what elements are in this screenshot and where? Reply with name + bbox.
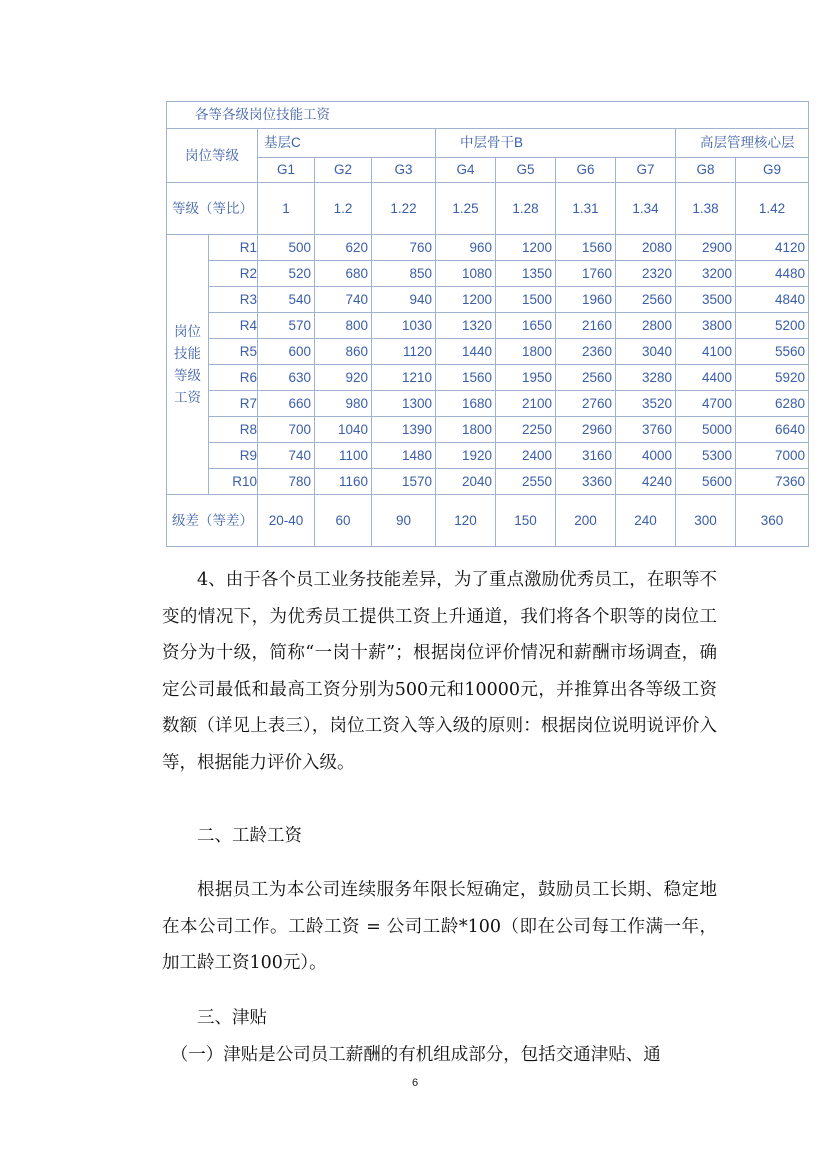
diff-cell: 240 (616, 495, 676, 547)
ratio-cell: 1.38 (676, 183, 736, 235)
table-row (167, 313, 809, 339)
ratio-cell: 1.22 (372, 183, 436, 235)
salary-cell: 6640 (736, 417, 809, 443)
grade-cell: G5 (496, 158, 556, 183)
salary-cell: 860 (315, 339, 372, 365)
ratio-cell: 1.2 (315, 183, 372, 235)
salary-cell: 2400 (496, 443, 556, 469)
salary-cell: 3800 (676, 313, 736, 339)
salary-cell: 1500 (496, 287, 556, 313)
ratio-label: 等级（等比） (167, 183, 258, 235)
salary-cell: 1030 (372, 313, 436, 339)
group-header-senior: 高层管理核心层 (676, 129, 809, 158)
salary-cell: 7360 (736, 469, 809, 495)
salary-cell: 3500 (676, 287, 736, 313)
salary-cell: 1080 (436, 261, 496, 287)
salary-cell: 940 (372, 287, 436, 313)
salary-cell: 1200 (436, 287, 496, 313)
salary-cell: 2040 (436, 469, 496, 495)
salary-cell: 4240 (616, 469, 676, 495)
diff-cell: 150 (496, 495, 556, 547)
salary-cell: 570 (258, 313, 315, 339)
salary-cell: 1920 (436, 443, 496, 469)
grade-cell: G1 (258, 158, 315, 183)
group-header-basic: 基层C (258, 129, 436, 158)
paragraph-seniority-pay: 根据员工为本公司连续服务年限长短确定，鼓励员工长期、稳定地在本公司工作。工龄工资 = 公司工龄*100（即在公司每工作满一年，加工龄工资100元）。 (162, 880, 717, 973)
salary-cell: 2960 (556, 417, 616, 443)
grade-header: 岗位等级 (167, 129, 258, 183)
salary-cell: 5920 (736, 365, 809, 391)
salary-cell: 3360 (556, 469, 616, 495)
diff-cell: 200 (556, 495, 616, 547)
salary-cell: 660 (258, 391, 315, 417)
salary-cell: 520 (258, 261, 315, 287)
salary-cell: 4400 (676, 365, 736, 391)
diff-cell: 300 (676, 495, 736, 547)
table-row (167, 365, 809, 391)
salary-cell: 3760 (616, 417, 676, 443)
diff-cell: 90 (372, 495, 436, 547)
salary-cell: 5300 (676, 443, 736, 469)
salary-cell: 5000 (676, 417, 736, 443)
salary-cell: 740 (315, 287, 372, 313)
salary-cell: 6280 (736, 391, 809, 417)
salary-cell: 620 (315, 235, 372, 261)
table-row (167, 443, 809, 469)
level-label: R9 (209, 443, 258, 469)
level-label: R2 (209, 261, 258, 287)
diff-cell: 60 (315, 495, 372, 547)
table-row (167, 235, 809, 261)
salary-cell: 2560 (616, 287, 676, 313)
salary-cell: 1800 (436, 417, 496, 443)
paragraph-allowance: （一）津贴是公司员工薪酬的有机组成部分，包括交通津贴、通 (170, 1045, 661, 1065)
salary-cell: 4120 (736, 235, 809, 261)
level-label: R4 (209, 313, 258, 339)
table-row (167, 391, 809, 417)
salary-cell: 1570 (372, 469, 436, 495)
grade-cell: G3 (372, 158, 436, 183)
table-row (167, 417, 809, 443)
salary-cell: 1100 (315, 443, 372, 469)
salary-cell: 1760 (556, 261, 616, 287)
group-header-middle: 中层骨干B (436, 129, 676, 158)
salary-cell: 1650 (496, 313, 556, 339)
ratio-cell: 1.25 (436, 183, 496, 235)
ratio-cell: 1 (258, 183, 315, 235)
level-label: R6 (209, 365, 258, 391)
grade-cell: G9 (736, 158, 809, 183)
salary-cell: 1040 (315, 417, 372, 443)
ratio-cell: 1.34 (616, 183, 676, 235)
level-label: R7 (209, 391, 258, 417)
salary-cell: 4700 (676, 391, 736, 417)
salary-cell: 740 (258, 443, 315, 469)
page-number: 6 (411, 1077, 419, 1089)
salary-cell: 1680 (436, 391, 496, 417)
salary-cell: 3520 (616, 391, 676, 417)
diff-row (167, 495, 809, 547)
salary-cell: 2100 (496, 391, 556, 417)
salary-cell: 1480 (372, 443, 436, 469)
table-row (167, 339, 809, 365)
salary-cell: 2550 (496, 469, 556, 495)
grade-cell: G2 (315, 158, 372, 183)
salary-cell: 980 (315, 391, 372, 417)
salary-cell: 1160 (315, 469, 372, 495)
grade-cell: G8 (676, 158, 736, 183)
salary-cell: 5600 (676, 469, 736, 495)
ratio-row (167, 183, 809, 235)
salary-cell: 4480 (736, 261, 809, 287)
salary-cell: 1390 (372, 417, 436, 443)
salary-cell: 2160 (556, 313, 616, 339)
ratio-cell: 1.28 (496, 183, 556, 235)
ratio-cell: 1.31 (556, 183, 616, 235)
diff-cell: 120 (436, 495, 496, 547)
salary-cell: 2360 (556, 339, 616, 365)
salary-cell: 600 (258, 339, 315, 365)
salary-cell: 850 (372, 261, 436, 287)
salary-cell: 4100 (676, 339, 736, 365)
grade-cell: G6 (556, 158, 616, 183)
salary-cell: 700 (258, 417, 315, 443)
diff-label: 级差（等差） (167, 495, 258, 547)
salary-cell: 2900 (676, 235, 736, 261)
row-group-label: 岗位技能等级工资 (167, 235, 209, 495)
salary-cell: 1350 (496, 261, 556, 287)
salary-cell: 2250 (496, 417, 556, 443)
salary-cell: 3160 (556, 443, 616, 469)
salary-cell: 630 (258, 365, 315, 391)
salary-cell: 2080 (616, 235, 676, 261)
table-title: 各等各级岗位技能工资 (167, 102, 809, 129)
table-row (167, 469, 809, 495)
salary-cell: 1960 (556, 287, 616, 313)
salary-cell: 1120 (372, 339, 436, 365)
grade-row (167, 158, 809, 183)
grade-cell: G4 (436, 158, 496, 183)
salary-cell: 3200 (676, 261, 736, 287)
salary-cell: 1320 (436, 313, 496, 339)
grade-cell: G7 (616, 158, 676, 183)
ratio-cell: 1.42 (736, 183, 809, 235)
salary-cell: 2760 (556, 391, 616, 417)
diff-cell: 20-40 (258, 495, 315, 547)
salary-cell: 540 (258, 287, 315, 313)
salary-cell: 2800 (616, 313, 676, 339)
salary-cell: 3280 (616, 365, 676, 391)
table-row (167, 287, 809, 313)
level-label: R5 (209, 339, 258, 365)
salary-cell: 2560 (556, 365, 616, 391)
salary-cell: 5200 (736, 313, 809, 339)
salary-cell: 780 (258, 469, 315, 495)
salary-cell: 1560 (556, 235, 616, 261)
salary-cell: 1800 (496, 339, 556, 365)
table-body (167, 102, 809, 547)
salary-cell: 4840 (736, 287, 809, 313)
salary-cell: 1200 (496, 235, 556, 261)
salary-cell: 5560 (736, 339, 809, 365)
salary-cell: 800 (315, 313, 372, 339)
salary-table-image (166, 101, 806, 551)
salary-cell: 680 (315, 261, 372, 287)
salary-cell: 500 (258, 235, 315, 261)
salary-cell: 1950 (496, 365, 556, 391)
level-label: R8 (209, 417, 258, 443)
salary-cell: 1440 (436, 339, 496, 365)
heading-seniority-pay: 二、工龄工资 (197, 826, 302, 846)
salary-cell: 2320 (616, 261, 676, 287)
salary-cell: 760 (372, 235, 436, 261)
diff-cell: 360 (736, 495, 809, 547)
salary-cell: 1560 (436, 365, 496, 391)
salary-cell: 4000 (616, 443, 676, 469)
level-label: R10 (209, 469, 258, 495)
level-label: R1 (209, 235, 258, 261)
salary-cell: 1210 (372, 365, 436, 391)
salary-cell: 3040 (616, 339, 676, 365)
level-label: R3 (209, 287, 258, 313)
salary-cell: 920 (315, 365, 372, 391)
salary-cell: 7000 (736, 443, 809, 469)
salary-cell: 960 (436, 235, 496, 261)
heading-allowance: 三、津贴 (197, 1008, 267, 1028)
salary-cell: 1300 (372, 391, 436, 417)
paragraph-one-post-ten-pay: 4、由于各个员工业务技能差异，为了重点激励优秀员工，在职等不变的情况下，为优秀员工提供工资上升通道，我们将各个职等的岗位工资分为十级，简称“一岗十薪”；根据岗位评价情况和薪酬市场调查，确定公司最低和最高工资分别为500元和10000元，并推算出各等级工资数额（详见上表三），岗位工资入等入级的原则：根据岗位说明说评价入等，根据能力评价入级。 (162, 570, 717, 773)
table-row (167, 261, 809, 287)
salary-grade-table (166, 101, 809, 547)
